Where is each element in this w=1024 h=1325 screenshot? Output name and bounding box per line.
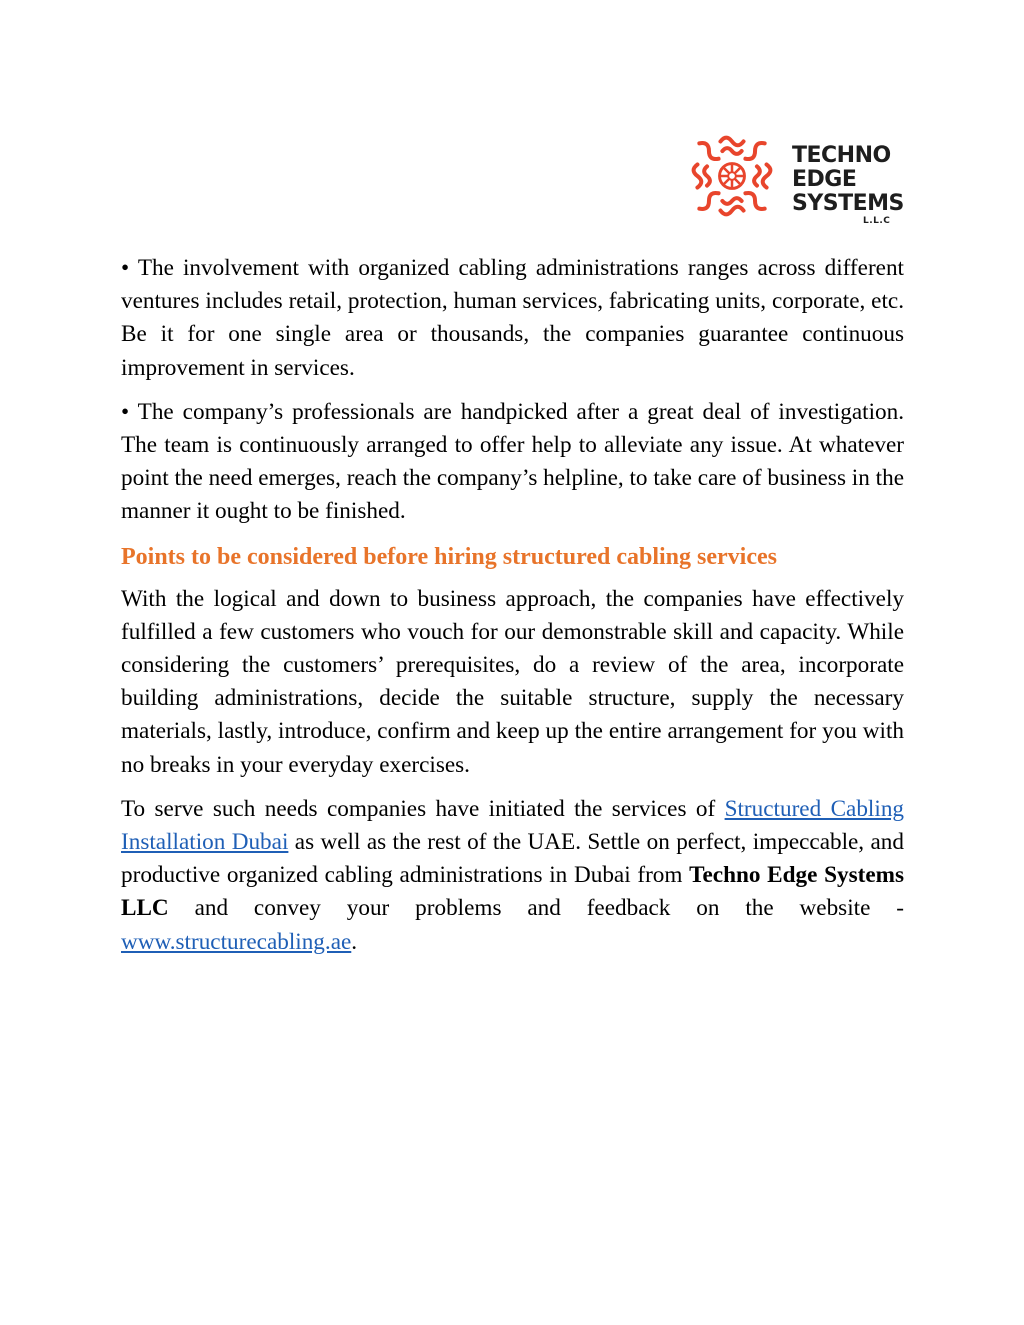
logo-line-1: TECHNO <box>792 143 891 168</box>
closing-paragraph <box>121 793 904 959</box>
closing-text-2: as well as the rest of the UAE. Settle on perfect, impeccable, and productive organized cabling administrations in Dubai from <box>121 829 904 889</box>
website-link[interactable]: www.structurecabling.ae <box>121 928 352 955</box>
logo-line-3: SYSTEMS <box>792 191 904 216</box>
logo-mark-icon <box>684 128 780 224</box>
structured-cabling-link[interactable]: Structured Cabling Installation Dubai <box>121 795 905 856</box>
company-logo <box>684 128 904 228</box>
bullet-paragraph-1: • The involvement with organized cabling administrations ranges across different ventures includes retail, protection, human services, fabricating units, corporate, etc. Be it for one single area or thousands, the companies guarantee continuous improvement in services. <box>121 255 904 381</box>
document-body <box>121 252 904 970</box>
company-name-bold: Techno Edge Systems LLC <box>121 862 905 922</box>
logo-line-2: EDGE <box>792 167 857 192</box>
bullet-paragraph-2: • The company’s professionals are handpicked after a great deal of investigation. The team is continuously arranged to offer help to alleviate any issue. At whatever point the need emerges, reach the company’s helpline, to take care of business in the manner it ought to be finished. <box>121 398 904 525</box>
closing-text-4: . <box>351 928 358 955</box>
logo-wordmark <box>792 144 904 216</box>
section-heading: Points to be considered before hiring structured cabling services <box>121 543 777 570</box>
logo-suffix: L.L.C <box>863 216 891 226</box>
body-paragraph: With the logical and down to business approach, the companies have effectively fulfilled a few customers who vouch for our demonstrable skill and capacity. While considering the customers’ prerequisites, do a review of the area, incorporate building administrations, decide the suitable structure, supply the necessary materials, lastly, introduce, confirm and keep up the entire arrangement for you with no breaks in your everyday exercises. <box>121 585 904 778</box>
closing-text-1: To serve such needs companies have initiated the services of <box>121 795 725 822</box>
closing-text-3: and convey your problems and feedback on the website - <box>168 895 904 922</box>
